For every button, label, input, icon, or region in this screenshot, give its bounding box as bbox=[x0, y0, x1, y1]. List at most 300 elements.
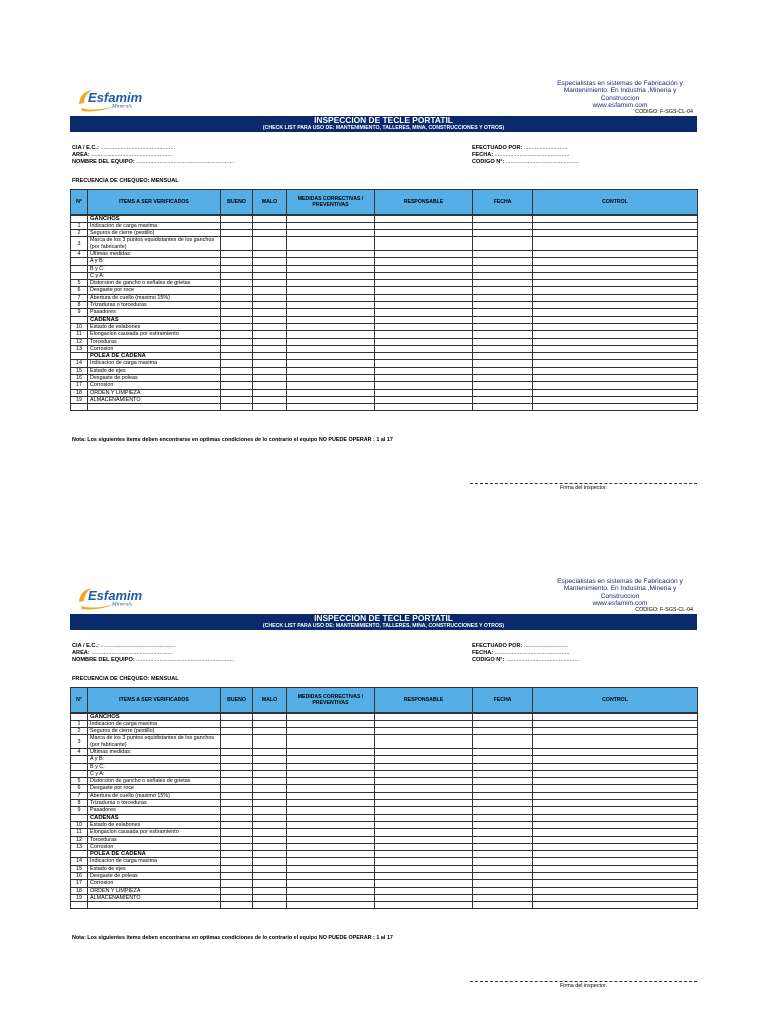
medidas-cell[interactable] bbox=[287, 821, 375, 828]
medidas-cell[interactable] bbox=[287, 756, 375, 763]
bueno-cell[interactable] bbox=[221, 309, 253, 316]
bueno-cell[interactable] bbox=[221, 785, 253, 792]
bueno-cell[interactable] bbox=[221, 287, 253, 294]
responsable-cell[interactable] bbox=[375, 265, 473, 272]
area-blank[interactable]: .................................................... bbox=[91, 152, 173, 158]
control-cell[interactable] bbox=[533, 873, 698, 880]
company-website[interactable]: www.esfamim.com bbox=[592, 102, 648, 110]
fecha-cell[interactable] bbox=[473, 331, 533, 338]
fecha-cell[interactable] bbox=[473, 756, 533, 763]
responsable-cell[interactable] bbox=[375, 345, 473, 352]
bueno-cell[interactable] bbox=[221, 258, 253, 265]
malo-cell[interactable] bbox=[253, 836, 287, 843]
bueno-cell[interactable] bbox=[221, 829, 253, 836]
control-cell[interactable] bbox=[533, 230, 698, 237]
medidas-cell[interactable] bbox=[287, 720, 375, 727]
responsable-cell[interactable] bbox=[375, 763, 473, 770]
equipo-field[interactable] bbox=[72, 159, 234, 165]
bueno-cell[interactable] bbox=[221, 800, 253, 807]
cia-blank[interactable]: ................................................ bbox=[100, 643, 176, 649]
bueno-cell[interactable] bbox=[221, 280, 253, 287]
fecha-cell[interactable] bbox=[473, 375, 533, 382]
medidas-cell[interactable] bbox=[287, 902, 375, 909]
responsable-cell[interactable] bbox=[375, 316, 473, 323]
malo-cell[interactable] bbox=[253, 829, 287, 836]
medidas-cell[interactable] bbox=[287, 382, 375, 389]
malo-cell[interactable] bbox=[253, 880, 287, 887]
codigo-blank[interactable]: ............................................... bbox=[505, 657, 579, 663]
fecha-cell[interactable] bbox=[473, 302, 533, 309]
efectuado-field[interactable] bbox=[472, 643, 567, 649]
malo-cell[interactable] bbox=[253, 887, 287, 894]
control-cell[interactable] bbox=[533, 272, 698, 279]
bueno-cell[interactable] bbox=[221, 230, 253, 237]
bueno-cell[interactable] bbox=[221, 396, 253, 403]
equipo-blank[interactable]: ............................................................... bbox=[136, 159, 235, 165]
medidas-cell[interactable] bbox=[287, 836, 375, 843]
medidas-cell[interactable] bbox=[287, 360, 375, 367]
malo-cell[interactable] bbox=[253, 865, 287, 872]
responsable-cell[interactable] bbox=[375, 389, 473, 396]
malo-cell[interactable] bbox=[253, 331, 287, 338]
bueno-cell[interactable] bbox=[221, 792, 253, 799]
bueno-cell[interactable] bbox=[221, 902, 253, 909]
fecha-cell[interactable] bbox=[473, 237, 533, 251]
medidas-cell[interactable] bbox=[287, 800, 375, 807]
responsable-cell[interactable] bbox=[375, 713, 473, 721]
bueno-cell[interactable] bbox=[221, 894, 253, 901]
control-cell[interactable] bbox=[533, 396, 698, 403]
medidas-cell[interactable] bbox=[287, 713, 375, 721]
fecha-cell[interactable] bbox=[473, 807, 533, 814]
responsable-cell[interactable] bbox=[375, 230, 473, 237]
malo-cell[interactable] bbox=[253, 338, 287, 345]
malo-cell[interactable] bbox=[253, 873, 287, 880]
fecha-cell[interactable] bbox=[473, 792, 533, 799]
responsable-cell[interactable] bbox=[375, 821, 473, 828]
responsable-cell[interactable] bbox=[375, 880, 473, 887]
malo-cell[interactable] bbox=[253, 748, 287, 755]
responsable-cell[interactable] bbox=[375, 748, 473, 755]
fecha-cell[interactable] bbox=[473, 215, 533, 223]
fecha-cell[interactable] bbox=[473, 265, 533, 272]
control-cell[interactable] bbox=[533, 735, 698, 749]
control-cell[interactable] bbox=[533, 756, 698, 763]
bueno-cell[interactable] bbox=[221, 389, 253, 396]
bueno-cell[interactable] bbox=[221, 272, 253, 279]
codigo-field[interactable] bbox=[472, 159, 579, 165]
bueno-cell[interactable] bbox=[221, 222, 253, 229]
responsable-cell[interactable] bbox=[375, 843, 473, 850]
control-cell[interactable] bbox=[533, 887, 698, 894]
malo-cell[interactable] bbox=[253, 735, 287, 749]
medidas-cell[interactable] bbox=[287, 280, 375, 287]
control-cell[interactable] bbox=[533, 375, 698, 382]
malo-cell[interactable] bbox=[253, 858, 287, 865]
responsable-cell[interactable] bbox=[375, 829, 473, 836]
medidas-cell[interactable] bbox=[287, 258, 375, 265]
bueno-cell[interactable] bbox=[221, 807, 253, 814]
fecha-cell[interactable] bbox=[473, 770, 533, 777]
responsable-cell[interactable] bbox=[375, 309, 473, 316]
control-cell[interactable] bbox=[533, 858, 698, 865]
fecha-cell[interactable] bbox=[473, 843, 533, 850]
responsable-cell[interactable] bbox=[375, 851, 473, 858]
responsable-cell[interactable] bbox=[375, 865, 473, 872]
fecha-cell[interactable] bbox=[473, 858, 533, 865]
area-field[interactable] bbox=[72, 650, 172, 656]
fecha-cell[interactable] bbox=[473, 814, 533, 821]
fecha-cell[interactable] bbox=[473, 748, 533, 755]
responsable-cell[interactable] bbox=[375, 396, 473, 403]
malo-cell[interactable] bbox=[253, 309, 287, 316]
fecha-cell[interactable] bbox=[473, 389, 533, 396]
medidas-cell[interactable] bbox=[287, 331, 375, 338]
control-cell[interactable] bbox=[533, 865, 698, 872]
efectuado-field[interactable] bbox=[472, 145, 567, 151]
control-cell[interactable] bbox=[533, 713, 698, 721]
fecha-cell[interactable] bbox=[473, 294, 533, 301]
control-cell[interactable] bbox=[533, 800, 698, 807]
control-cell[interactable] bbox=[533, 237, 698, 251]
bueno-cell[interactable] bbox=[221, 265, 253, 272]
fecha-cell[interactable] bbox=[473, 735, 533, 749]
responsable-cell[interactable] bbox=[375, 814, 473, 821]
responsable-cell[interactable] bbox=[375, 222, 473, 229]
bueno-cell[interactable] bbox=[221, 843, 253, 850]
bueno-cell[interactable] bbox=[221, 858, 253, 865]
medidas-cell[interactable] bbox=[287, 792, 375, 799]
malo-cell[interactable] bbox=[253, 215, 287, 223]
bueno-cell[interactable] bbox=[221, 316, 253, 323]
medidas-cell[interactable] bbox=[287, 215, 375, 223]
efectuado-blank[interactable]: ............................ bbox=[523, 643, 568, 649]
medidas-cell[interactable] bbox=[287, 880, 375, 887]
fecha-cell[interactable] bbox=[473, 382, 533, 389]
medidas-cell[interactable] bbox=[287, 309, 375, 316]
area-blank[interactable]: .................................................... bbox=[91, 650, 173, 656]
control-cell[interactable] bbox=[533, 258, 698, 265]
fecha-cell[interactable] bbox=[473, 280, 533, 287]
medidas-cell[interactable] bbox=[287, 375, 375, 382]
signature-line[interactable] bbox=[470, 483, 697, 484]
control-cell[interactable] bbox=[533, 323, 698, 330]
medidas-cell[interactable] bbox=[287, 843, 375, 850]
malo-cell[interactable] bbox=[253, 785, 287, 792]
medidas-cell[interactable] bbox=[287, 316, 375, 323]
control-cell[interactable] bbox=[533, 302, 698, 309]
control-cell[interactable] bbox=[533, 389, 698, 396]
control-cell[interactable] bbox=[533, 338, 698, 345]
control-cell[interactable] bbox=[533, 250, 698, 257]
medidas-cell[interactable] bbox=[287, 894, 375, 901]
medidas-cell[interactable] bbox=[287, 865, 375, 872]
medidas-cell[interactable] bbox=[287, 345, 375, 352]
medidas-cell[interactable] bbox=[287, 396, 375, 403]
fecha-cell[interactable] bbox=[473, 778, 533, 785]
control-cell[interactable] bbox=[533, 880, 698, 887]
bueno-cell[interactable] bbox=[221, 302, 253, 309]
fecha-cell[interactable] bbox=[473, 894, 533, 901]
fecha-cell[interactable] bbox=[473, 222, 533, 229]
malo-cell[interactable] bbox=[253, 713, 287, 721]
medidas-cell[interactable] bbox=[287, 770, 375, 777]
responsable-cell[interactable] bbox=[375, 323, 473, 330]
malo-cell[interactable] bbox=[253, 353, 287, 360]
bueno-cell[interactable] bbox=[221, 237, 253, 251]
responsable-cell[interactable] bbox=[375, 735, 473, 749]
medidas-cell[interactable] bbox=[287, 250, 375, 257]
responsable-cell[interactable] bbox=[375, 272, 473, 279]
responsable-cell[interactable] bbox=[375, 404, 473, 411]
control-cell[interactable] bbox=[533, 316, 698, 323]
malo-cell[interactable] bbox=[253, 814, 287, 821]
medidas-cell[interactable] bbox=[287, 748, 375, 755]
malo-cell[interactable] bbox=[253, 756, 287, 763]
bueno-cell[interactable] bbox=[221, 865, 253, 872]
medidas-cell[interactable] bbox=[287, 323, 375, 330]
responsable-cell[interactable] bbox=[375, 858, 473, 865]
responsable-cell[interactable] bbox=[375, 367, 473, 374]
bueno-cell[interactable] bbox=[221, 770, 253, 777]
medidas-cell[interactable] bbox=[287, 763, 375, 770]
responsable-cell[interactable] bbox=[375, 215, 473, 223]
codigo-field[interactable] bbox=[472, 657, 579, 663]
malo-cell[interactable] bbox=[253, 316, 287, 323]
control-cell[interactable] bbox=[533, 367, 698, 374]
medidas-cell[interactable] bbox=[287, 887, 375, 894]
bueno-cell[interactable] bbox=[221, 382, 253, 389]
malo-cell[interactable] bbox=[253, 302, 287, 309]
bueno-cell[interactable] bbox=[221, 360, 253, 367]
medidas-cell[interactable] bbox=[287, 302, 375, 309]
control-cell[interactable] bbox=[533, 294, 698, 301]
malo-cell[interactable] bbox=[253, 800, 287, 807]
malo-cell[interactable] bbox=[253, 720, 287, 727]
medidas-cell[interactable] bbox=[287, 814, 375, 821]
malo-cell[interactable] bbox=[253, 265, 287, 272]
equipo-blank[interactable]: ............................................................... bbox=[136, 657, 235, 663]
responsable-cell[interactable] bbox=[375, 728, 473, 735]
medidas-cell[interactable] bbox=[287, 237, 375, 251]
bueno-cell[interactable] bbox=[221, 756, 253, 763]
malo-cell[interactable] bbox=[253, 404, 287, 411]
bueno-cell[interactable] bbox=[221, 215, 253, 223]
control-cell[interactable] bbox=[533, 309, 698, 316]
bueno-cell[interactable] bbox=[221, 728, 253, 735]
bueno-cell[interactable] bbox=[221, 880, 253, 887]
fecha-cell[interactable] bbox=[473, 309, 533, 316]
control-cell[interactable] bbox=[533, 720, 698, 727]
responsable-cell[interactable] bbox=[375, 382, 473, 389]
control-cell[interactable] bbox=[533, 843, 698, 850]
signature-line[interactable] bbox=[470, 981, 697, 982]
malo-cell[interactable] bbox=[253, 294, 287, 301]
medidas-cell[interactable] bbox=[287, 222, 375, 229]
medidas-cell[interactable] bbox=[287, 230, 375, 237]
medidas-cell[interactable] bbox=[287, 287, 375, 294]
fecha-cell[interactable] bbox=[473, 836, 533, 843]
responsable-cell[interactable] bbox=[375, 792, 473, 799]
malo-cell[interactable] bbox=[253, 728, 287, 735]
bueno-cell[interactable] bbox=[221, 713, 253, 721]
responsable-cell[interactable] bbox=[375, 720, 473, 727]
medidas-cell[interactable] bbox=[287, 778, 375, 785]
control-cell[interactable] bbox=[533, 748, 698, 755]
control-cell[interactable] bbox=[533, 360, 698, 367]
medidas-cell[interactable] bbox=[287, 389, 375, 396]
control-cell[interactable] bbox=[533, 215, 698, 223]
control-cell[interactable] bbox=[533, 265, 698, 272]
control-cell[interactable] bbox=[533, 287, 698, 294]
fecha-cell[interactable] bbox=[473, 250, 533, 257]
medidas-cell[interactable] bbox=[287, 728, 375, 735]
fecha-cell[interactable] bbox=[473, 272, 533, 279]
codigo-blank[interactable]: ............................................... bbox=[505, 159, 579, 165]
responsable-cell[interactable] bbox=[375, 887, 473, 894]
responsable-cell[interactable] bbox=[375, 250, 473, 257]
control-cell[interactable] bbox=[533, 814, 698, 821]
bueno-cell[interactable] bbox=[221, 763, 253, 770]
medidas-cell[interactable] bbox=[287, 353, 375, 360]
fecha-cell[interactable] bbox=[473, 316, 533, 323]
bueno-cell[interactable] bbox=[221, 250, 253, 257]
control-cell[interactable] bbox=[533, 836, 698, 843]
malo-cell[interactable] bbox=[253, 345, 287, 352]
bueno-cell[interactable] bbox=[221, 735, 253, 749]
fecha-blank[interactable]: ................................................ bbox=[494, 650, 570, 656]
control-cell[interactable] bbox=[533, 851, 698, 858]
bueno-cell[interactable] bbox=[221, 887, 253, 894]
control-cell[interactable] bbox=[533, 821, 698, 828]
responsable-cell[interactable] bbox=[375, 894, 473, 901]
cia-field[interactable] bbox=[72, 145, 175, 151]
fecha-cell[interactable] bbox=[473, 345, 533, 352]
fecha-cell[interactable] bbox=[473, 396, 533, 403]
fecha-cell[interactable] bbox=[473, 902, 533, 909]
medidas-cell[interactable] bbox=[287, 338, 375, 345]
bueno-cell[interactable] bbox=[221, 367, 253, 374]
malo-cell[interactable] bbox=[253, 770, 287, 777]
control-cell[interactable] bbox=[533, 222, 698, 229]
control-cell[interactable] bbox=[533, 785, 698, 792]
medidas-cell[interactable] bbox=[287, 265, 375, 272]
medidas-cell[interactable] bbox=[287, 404, 375, 411]
control-cell[interactable] bbox=[533, 280, 698, 287]
responsable-cell[interactable] bbox=[375, 902, 473, 909]
fecha-cell[interactable] bbox=[473, 360, 533, 367]
control-cell[interactable] bbox=[533, 807, 698, 814]
responsable-cell[interactable] bbox=[375, 258, 473, 265]
medidas-cell[interactable] bbox=[287, 873, 375, 880]
control-cell[interactable] bbox=[533, 902, 698, 909]
bueno-cell[interactable] bbox=[221, 375, 253, 382]
malo-cell[interactable] bbox=[253, 323, 287, 330]
company-website[interactable]: www.esfamim.com bbox=[592, 600, 648, 608]
bueno-cell[interactable] bbox=[221, 331, 253, 338]
fecha-cell[interactable] bbox=[473, 404, 533, 411]
fecha-cell[interactable] bbox=[473, 880, 533, 887]
responsable-cell[interactable] bbox=[375, 302, 473, 309]
cia-blank[interactable]: ................................................ bbox=[100, 145, 176, 151]
bueno-cell[interactable] bbox=[221, 338, 253, 345]
efectuado-blank[interactable]: ............................ bbox=[523, 145, 568, 151]
medidas-cell[interactable] bbox=[287, 807, 375, 814]
fecha-cell[interactable] bbox=[473, 287, 533, 294]
fecha-cell[interactable] bbox=[473, 713, 533, 721]
control-cell[interactable] bbox=[533, 382, 698, 389]
medidas-cell[interactable] bbox=[287, 735, 375, 749]
control-cell[interactable] bbox=[533, 353, 698, 360]
fecha-cell[interactable] bbox=[473, 821, 533, 828]
medidas-cell[interactable] bbox=[287, 294, 375, 301]
fecha-cell[interactable] bbox=[473, 338, 533, 345]
malo-cell[interactable] bbox=[253, 230, 287, 237]
bueno-cell[interactable] bbox=[221, 821, 253, 828]
fecha-field[interactable] bbox=[472, 152, 569, 158]
responsable-cell[interactable] bbox=[375, 360, 473, 367]
malo-cell[interactable] bbox=[253, 902, 287, 909]
medidas-cell[interactable] bbox=[287, 367, 375, 374]
malo-cell[interactable] bbox=[253, 396, 287, 403]
malo-cell[interactable] bbox=[253, 894, 287, 901]
fecha-cell[interactable] bbox=[473, 367, 533, 374]
responsable-cell[interactable] bbox=[375, 287, 473, 294]
responsable-cell[interactable] bbox=[375, 280, 473, 287]
fecha-cell[interactable] bbox=[473, 785, 533, 792]
fecha-cell[interactable] bbox=[473, 800, 533, 807]
medidas-cell[interactable] bbox=[287, 858, 375, 865]
malo-cell[interactable] bbox=[253, 375, 287, 382]
bueno-cell[interactable] bbox=[221, 778, 253, 785]
fecha-cell[interactable] bbox=[473, 230, 533, 237]
fecha-cell[interactable] bbox=[473, 887, 533, 894]
malo-cell[interactable] bbox=[253, 258, 287, 265]
malo-cell[interactable] bbox=[253, 821, 287, 828]
malo-cell[interactable] bbox=[253, 222, 287, 229]
malo-cell[interactable] bbox=[253, 807, 287, 814]
responsable-cell[interactable] bbox=[375, 807, 473, 814]
malo-cell[interactable] bbox=[253, 792, 287, 799]
fecha-cell[interactable] bbox=[473, 763, 533, 770]
fecha-cell[interactable] bbox=[473, 829, 533, 836]
fecha-cell[interactable] bbox=[473, 728, 533, 735]
control-cell[interactable] bbox=[533, 778, 698, 785]
bueno-cell[interactable] bbox=[221, 720, 253, 727]
medidas-cell[interactable] bbox=[287, 851, 375, 858]
malo-cell[interactable] bbox=[253, 272, 287, 279]
malo-cell[interactable] bbox=[253, 843, 287, 850]
equipo-field[interactable] bbox=[72, 657, 234, 663]
bueno-cell[interactable] bbox=[221, 873, 253, 880]
bueno-cell[interactable] bbox=[221, 836, 253, 843]
fecha-field[interactable] bbox=[472, 650, 569, 656]
bueno-cell[interactable] bbox=[221, 851, 253, 858]
responsable-cell[interactable] bbox=[375, 770, 473, 777]
medidas-cell[interactable] bbox=[287, 829, 375, 836]
bueno-cell[interactable] bbox=[221, 323, 253, 330]
fecha-cell[interactable] bbox=[473, 851, 533, 858]
control-cell[interactable] bbox=[533, 345, 698, 352]
malo-cell[interactable] bbox=[253, 280, 287, 287]
malo-cell[interactable] bbox=[253, 250, 287, 257]
malo-cell[interactable] bbox=[253, 237, 287, 251]
cia-field[interactable] bbox=[72, 643, 175, 649]
area-field[interactable] bbox=[72, 152, 172, 158]
control-cell[interactable] bbox=[533, 728, 698, 735]
responsable-cell[interactable] bbox=[375, 756, 473, 763]
responsable-cell[interactable] bbox=[375, 800, 473, 807]
